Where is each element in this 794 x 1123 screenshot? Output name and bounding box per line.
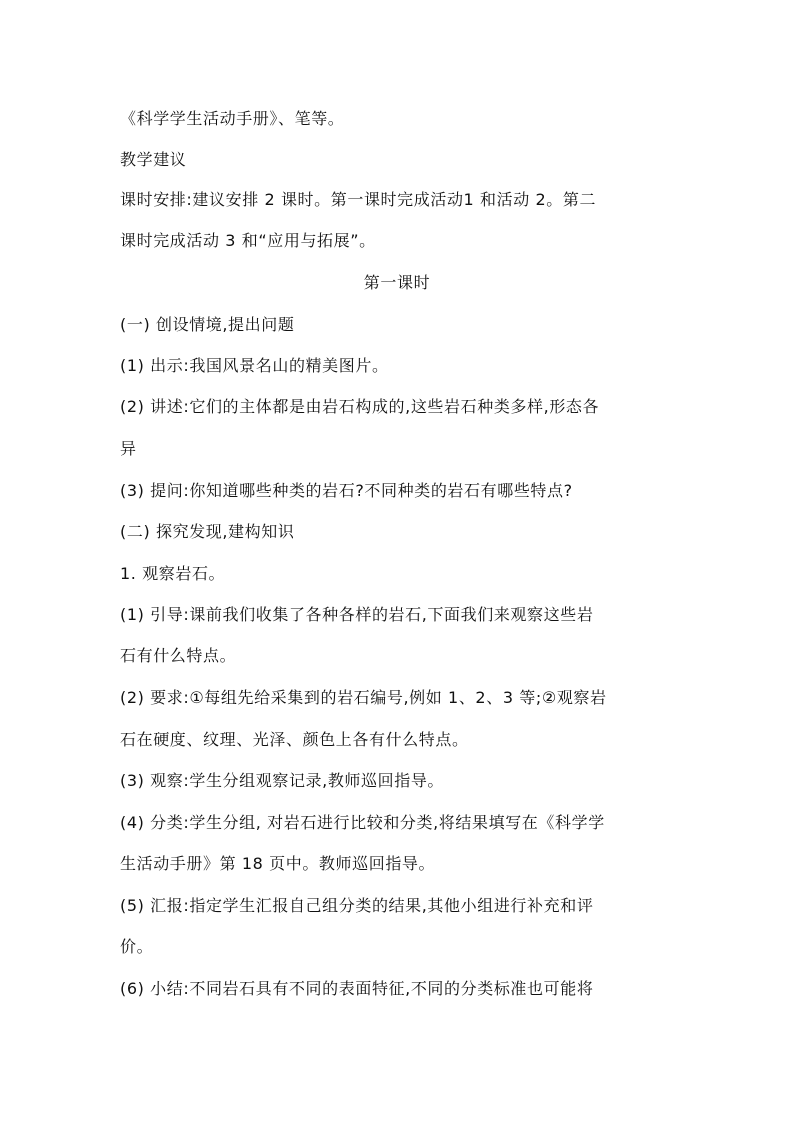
text-line-report-b: 价。 [120, 937, 154, 956]
text-line-report-a: (5) 汇报:指定学生汇报自己组分类的结果,其他小组进行补充和评 [120, 896, 594, 915]
text-line-classify-a: (4) 分类:学生分组, 对岩石进行比较和分类,将结果填写在《科学学 [120, 813, 605, 832]
text-line-item-1: (1) 出示:我国风景名山的精美图片。 [120, 356, 389, 375]
text-line-guide-b: 石有什么特点。 [120, 646, 237, 665]
text-line-summary: (6) 小结:不同岩石具有不同的表面特征,不同的分类标准也可能将 [120, 979, 594, 998]
heading-section-1: (一) 创设情境,提出问题 [120, 315, 295, 334]
text-line-schedule-2: 课时完成活动 3 和“应用与拓展”。 [120, 231, 376, 250]
text-line-item-2a: (2) 讲述:它们的主体都是由岩石构成的,这些岩石种类多样,形态各 [120, 397, 600, 416]
text-line-observe: (3) 观察:学生分组观察记录,教师巡回指导。 [120, 771, 445, 790]
heading-teaching-suggestions: 教学建议 [120, 150, 187, 169]
text-line-materials: 《科学学生活动手册》、笔等。 [120, 109, 345, 128]
heading-section-2: (二) 探究发现,建构知识 [120, 522, 295, 541]
heading-first-lesson: 第一课时 [363, 273, 431, 292]
text-line-item-2b: 异 [120, 439, 137, 458]
text-line-require-a: (2) 要求:①每组先给采集到的岩石编号,例如 1、2、3 等;②观察岩 [120, 688, 607, 707]
text-line-schedule-1: 课时安排:建议安排 2 课时。第一课时完成活动1 和活动 2。第二 [120, 190, 597, 209]
text-line-item-3: (3) 提问:你知道哪些种类的岩石?不同种类的岩石有哪些特点? [120, 481, 573, 500]
text-line-observe-rocks: 1. 观察岩石。 [120, 564, 226, 583]
text-line-guide-a: (1) 引导:课前我们收集了各种各样的岩石,下面我们来观察这些岩 [120, 605, 594, 624]
text-line-classify-b: 生活动手册》第 18 页中。教师巡回指导。 [120, 854, 436, 873]
text-line-require-b: 石在硬度、纹理、光泽、颜色上各有什么特点。 [120, 730, 469, 749]
